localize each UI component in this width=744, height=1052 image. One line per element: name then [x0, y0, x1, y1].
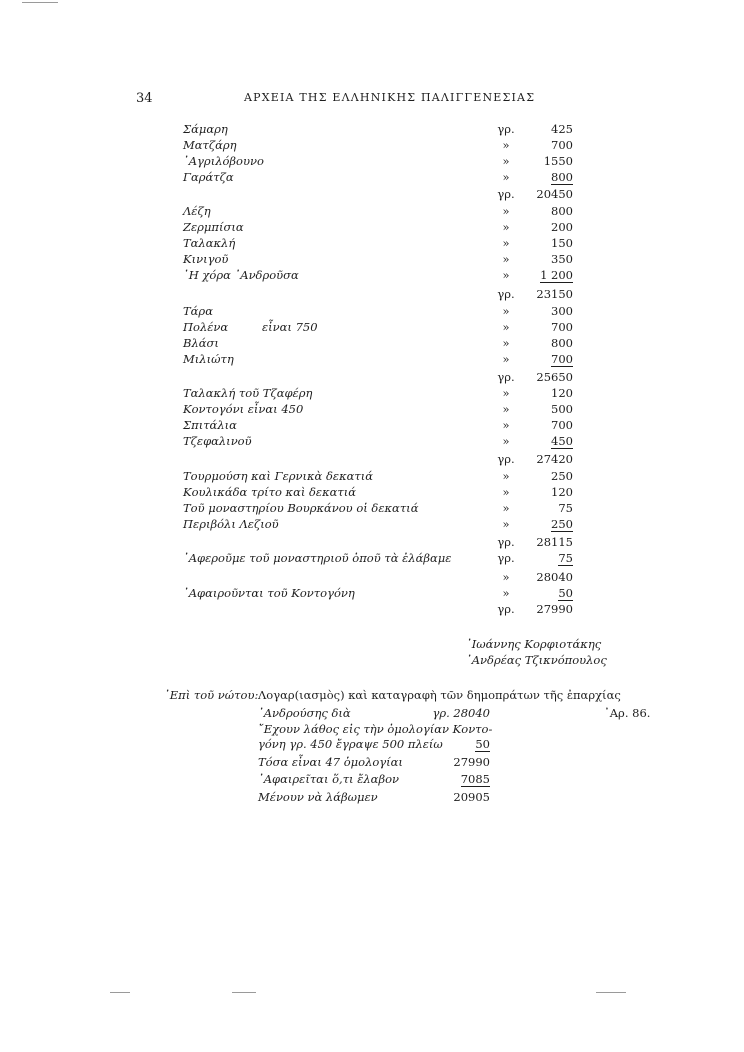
ledger-item-name: Βλάσι: [183, 336, 219, 350]
ledger-amount: 27420: [536, 452, 573, 466]
ledger-currency-mark: »: [502, 386, 510, 400]
ledger-amount: 1550: [543, 154, 573, 168]
note-ref: ᾽Αρ. 86.: [604, 706, 651, 720]
ledger-currency-mark: »: [502, 252, 510, 266]
ledger-row: [0, 602, 744, 618]
ledger-row: [0, 252, 744, 268]
ledger-item-name: ᾽Αγριλόβουνο: [183, 154, 264, 168]
ledger-amount: 120: [551, 386, 573, 400]
ledger-amount: 200: [551, 220, 573, 234]
ledger-currency-mark: γρ.: [497, 370, 515, 384]
ledger-row: [0, 122, 744, 138]
ledger-item-name: Περιβόλι Λεζιοῦ: [183, 517, 279, 531]
ledger-item-name: Κοντογόνι εἶναι 450: [183, 402, 304, 416]
note-row-amount: γρ. 28040: [432, 706, 490, 720]
ledger-amount: 120: [551, 485, 573, 499]
ledger-row: [0, 551, 744, 567]
ledger-currency-mark: »: [502, 170, 510, 184]
note-row-label: γόνη γρ. 450 ἔγραψε 500 πλείω: [258, 737, 443, 751]
ledger-item-name: ᾽Αφαιροῦνται τοῦ Κοντογόνη: [183, 586, 355, 600]
scan-artifact: [22, 2, 58, 3]
ledger-row: [0, 236, 744, 252]
scan-artifact: [596, 992, 626, 993]
ledger-row: [0, 434, 744, 450]
ledger-item-name: Κινιγοῦ: [183, 252, 229, 266]
ledger-amount: 700: [551, 320, 573, 334]
ledger-row: [0, 402, 744, 418]
ledger-amount: 700: [551, 352, 573, 366]
ledger-row: [0, 570, 744, 586]
ledger-row: [0, 501, 744, 517]
note-row: [0, 755, 744, 771]
ledger-currency-mark: »: [502, 268, 510, 282]
scan-artifact: [232, 992, 256, 993]
ledger-amount: 20450: [536, 187, 573, 201]
ledger-row: [0, 170, 744, 186]
signature-1: ᾽Ιωάννης Κορφιοτάκης: [466, 637, 602, 651]
note-title: Λογαρ(ιασμὸς) καὶ καταγραφὴ τῶν δημοπράτων τῆς ἐπαρχίας: [258, 688, 621, 702]
ledger-currency-mark: »: [502, 220, 510, 234]
ledger-currency-mark: »: [502, 304, 510, 318]
ledger-currency-mark: »: [502, 418, 510, 432]
note-label: ᾽Επὶ τοῦ νώτου:: [164, 688, 259, 702]
ledger-row: [0, 586, 744, 602]
ledger-currency-mark: γρ.: [497, 452, 515, 466]
ledger-item-name: Τζεφαλινοῦ: [183, 434, 252, 448]
ledger-row: [0, 287, 744, 303]
note-row: [0, 790, 744, 806]
note-row: [0, 706, 744, 722]
ledger-item-name: Ζερμπίσια: [183, 220, 244, 234]
ledger-row: [0, 204, 744, 220]
note-row-value: 20905: [453, 790, 490, 804]
note-row: [0, 722, 744, 738]
ledger-amount: 700: [551, 418, 573, 432]
ledger-item-name: Λέζη: [183, 204, 211, 218]
ledger-amount: 50: [558, 586, 573, 600]
ledger-currency-mark: »: [502, 434, 510, 448]
ledger-currency-mark: γρ.: [497, 122, 515, 136]
ledger-currency-mark: γρ.: [497, 287, 515, 301]
ledger-amount: 75: [558, 551, 573, 565]
ledger-item-name: ᾽Αφεροῦμε τοῦ μοναστηριοῦ ὁποῦ τὰ ἐλάβαμε: [183, 551, 452, 565]
ledger-amount: 28115: [536, 535, 573, 549]
ledger-amount: 150: [551, 236, 573, 250]
signature-2: ᾽Ανδρέας Τζικνόπουλος: [466, 653, 607, 667]
ledger-row: [0, 370, 744, 386]
ledger-currency-mark: »: [502, 402, 510, 416]
ledger-currency-mark: »: [502, 501, 510, 515]
ledger-currency-mark: »: [502, 570, 510, 584]
ledger-row: [0, 517, 744, 533]
ledger-item-name: Κουλικάδα τρίτο καὶ δεκατιά: [183, 485, 357, 499]
ledger-currency-mark: »: [502, 320, 510, 334]
ledger-item-note: εἶναι 750: [262, 320, 318, 334]
ledger-currency-mark: »: [502, 236, 510, 250]
ledger-item-name: Μιλιώτη: [183, 352, 234, 366]
ledger-amount: 300: [551, 304, 573, 318]
ledger-amount: 450: [551, 434, 573, 448]
ledger-amount: 1 200: [540, 268, 573, 282]
note-row-label: ᾽Ανδρούσης διὰ: [258, 706, 351, 720]
scan-artifact: [110, 992, 130, 993]
ledger-item-name: Πολένα: [183, 320, 229, 334]
ledger-row: [0, 138, 744, 154]
ledger-amount: 800: [551, 170, 573, 184]
ledger-item-name: Γαράτζα: [183, 170, 234, 184]
ledger-amount: 25650: [536, 370, 573, 384]
ledger-amount: 800: [551, 204, 573, 218]
page-number: 34: [136, 91, 153, 106]
ledger-amount: 800: [551, 336, 573, 350]
note-row: [0, 737, 744, 753]
note-row-value: 7085: [460, 772, 490, 786]
ledger-currency-mark: »: [502, 469, 510, 483]
ledger-amount: 350: [551, 252, 573, 266]
ledger-item-name: Τουρμούση καὶ Γερνικὰ δεκατιά: [183, 469, 374, 483]
ledger-currency-mark: »: [502, 154, 510, 168]
ledger-currency-mark: γρ.: [497, 187, 515, 201]
ledger-row: [0, 485, 744, 501]
note-row-label: Μένουν νὰ λάβωμεν: [258, 790, 378, 804]
ledger-row: [0, 336, 744, 352]
ledger-row: [0, 352, 744, 368]
ledger-currency-mark: »: [502, 336, 510, 350]
ledger-currency-mark: »: [502, 204, 510, 218]
ledger-item-name: Τοῦ μοναστηρίου Βουρκάνου οἱ δεκατιά: [183, 501, 419, 515]
ledger-amount: 700: [551, 138, 573, 152]
note-row-label: ῎Εχουν λάθος εἰς τὴν ὁμολογίαν Κοντο-: [258, 722, 493, 736]
ledger-currency-mark: »: [502, 352, 510, 366]
ledger-row: [0, 154, 744, 170]
ledger-item-name: Ταλακλή: [183, 236, 236, 250]
ledger-row: [0, 418, 744, 434]
ledger-currency-mark: γρ.: [497, 535, 515, 549]
ledger-row: [0, 535, 744, 551]
note-row-value: 50: [475, 737, 490, 751]
ledger-currency-mark: »: [502, 138, 510, 152]
ledger-amount: 28040: [536, 570, 573, 584]
note-row-label: ᾽Αφαιρεῖται ὅ,τι ἔλαβον: [258, 772, 400, 786]
ledger-amount: 500: [551, 402, 573, 416]
note-row-label: Τόσα εἶναι 47 ὁμολογίαι: [258, 755, 403, 769]
ledger-item-name: ῾Η χόρα ᾽Ανδροῦσα: [183, 268, 299, 282]
ledger-row: [0, 386, 744, 402]
ledger-row: [0, 304, 744, 320]
ledger-row: [0, 469, 744, 485]
ledger-currency-mark: γρ.: [497, 551, 515, 565]
ledger-currency-mark: »: [502, 517, 510, 531]
ledger-item-name: Σάμαρη: [183, 122, 228, 136]
ledger-amount: 250: [551, 469, 573, 483]
ledger-row: [0, 187, 744, 203]
ledger-row: [0, 220, 744, 236]
ledger-row: [0, 320, 744, 336]
note-row: [0, 772, 744, 788]
running-header: ΑΡΧΕΙΑ ΤΗΣ ΕΛΛΗΝΙΚΗΣ ΠΑΛΙΓΓΕΝΕΣΙΑΣ: [244, 91, 536, 104]
ledger-amount: 425: [551, 122, 573, 136]
ledger-currency-mark: »: [502, 586, 510, 600]
ledger-item-name: Ματζάρη: [183, 138, 237, 152]
ledger-item-name: Σπιτάλια: [183, 418, 237, 432]
ledger-row: [0, 452, 744, 468]
ledger-item-name: Ταλακλή τοῦ Τζαφέρη: [183, 386, 313, 400]
ledger-currency-mark: »: [502, 485, 510, 499]
note-row-value: 27990: [453, 755, 490, 769]
ledger-amount: 250: [551, 517, 573, 531]
ledger-amount: 23150: [536, 287, 573, 301]
ledger-amount: 75: [558, 501, 573, 515]
ledger-currency-mark: γρ.: [497, 602, 515, 616]
ledger-row: [0, 268, 744, 284]
ledger-amount: 27990: [536, 602, 573, 616]
ledger-item-name: Τάρα: [183, 304, 213, 318]
